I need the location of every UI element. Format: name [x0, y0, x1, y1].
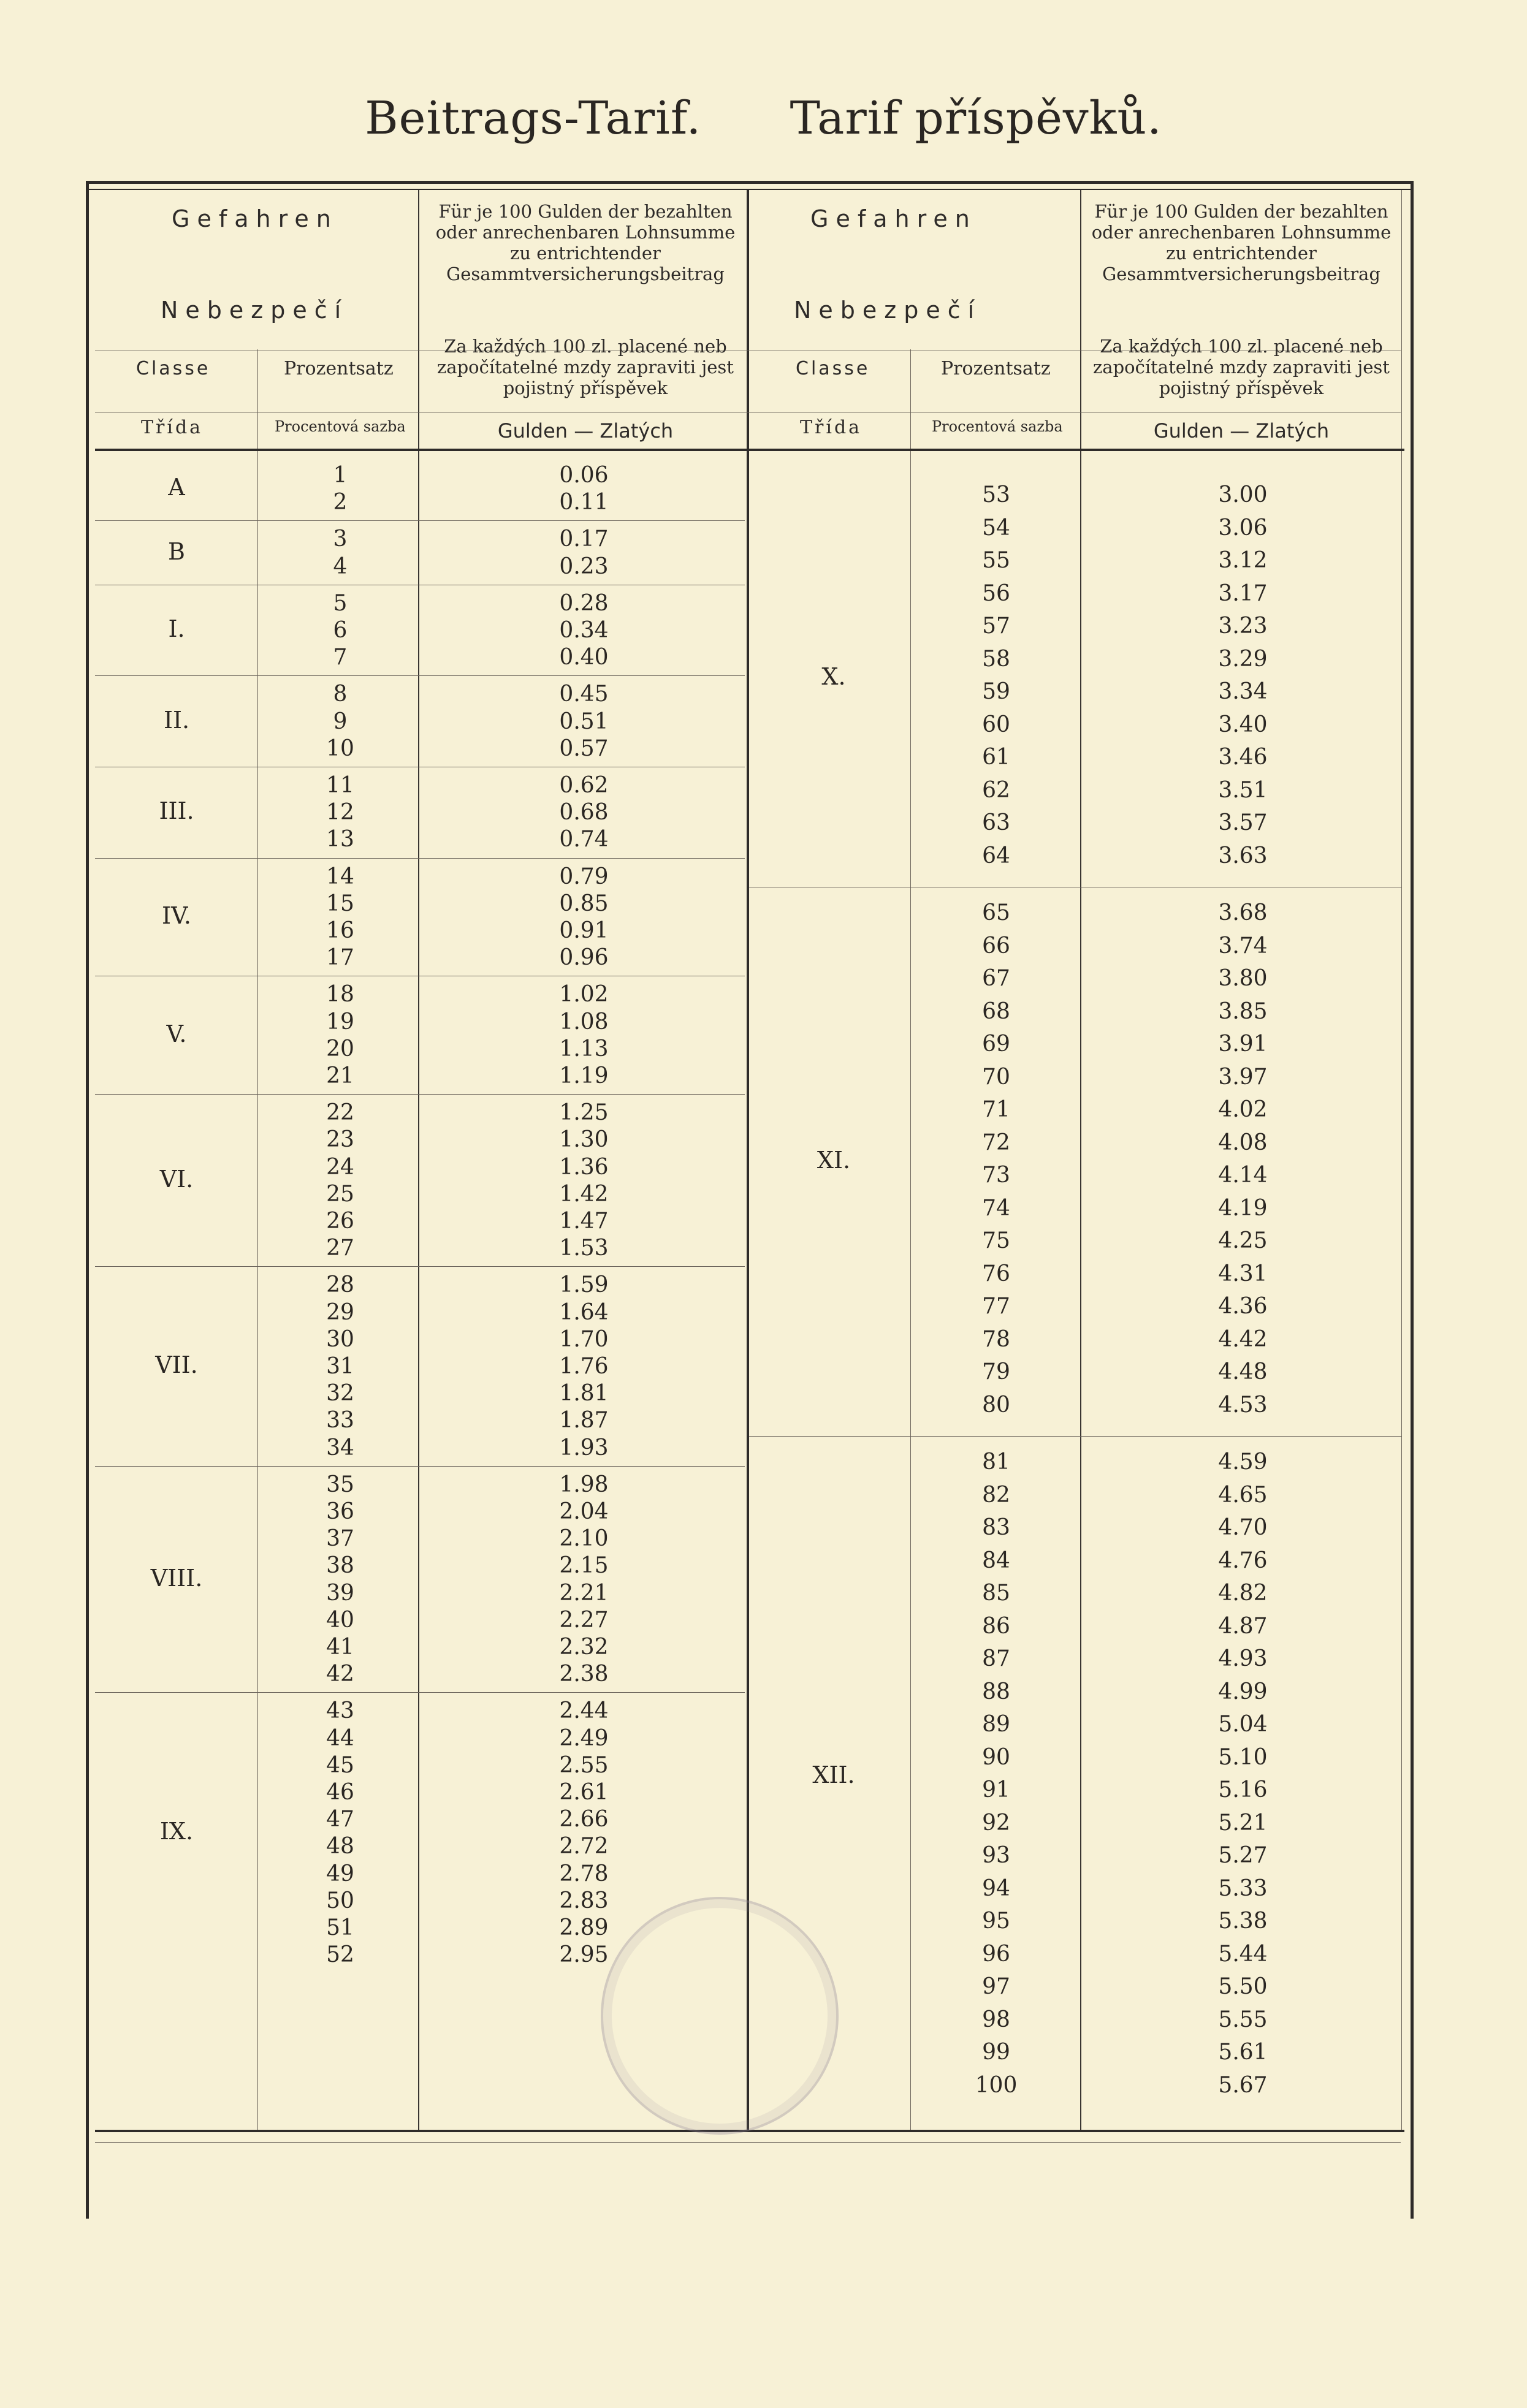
- percentage-cell: 88: [982, 1679, 1010, 1704]
- center-divider: [747, 190, 749, 2130]
- contribution-cell: 0.68: [559, 800, 609, 826]
- percentage-cell: 39: [326, 1580, 354, 1606]
- class-label: VII.: [155, 1351, 198, 1379]
- contribution-cell: 0.45: [559, 682, 609, 707]
- contribution-cell: 3.00: [1218, 482, 1268, 507]
- class-label: XI.: [817, 1147, 851, 1174]
- percentage-cell: 80: [982, 1392, 1010, 1418]
- percentage-cell: 77: [982, 1294, 1010, 1319]
- percentage-cell: 59: [982, 679, 1010, 704]
- contribution-cell: 0.85: [559, 891, 609, 916]
- class-label: IX.: [159, 1818, 194, 1845]
- percentage-cell: 42: [326, 1662, 354, 1687]
- percentage-cell: 33: [326, 1408, 354, 1434]
- percentage-cell: 7: [333, 645, 348, 670]
- percentage-cell: 69: [982, 1031, 1010, 1057]
- contribution-cell: 3.91: [1218, 1031, 1268, 1057]
- contribution-cell: 3.46: [1218, 745, 1268, 770]
- contribution-cell: 4.02: [1218, 1097, 1268, 1122]
- class-label: III.: [159, 797, 194, 825]
- class-label: X.: [821, 663, 846, 690]
- contribution-cell: 2.83: [559, 1888, 609, 1913]
- contribution-cell: 2.04: [559, 1499, 609, 1524]
- percentage-cell: 4: [333, 553, 348, 579]
- percentage-cell: 50: [326, 1888, 354, 1913]
- percentage-cell: 67: [982, 966, 1010, 991]
- percentage-cell: 23: [326, 1127, 354, 1153]
- percentage-cell: 51: [326, 1915, 354, 1940]
- contribution-cell: 1.08: [559, 1009, 609, 1035]
- percentage-cell: 22: [326, 1100, 354, 1126]
- contribution-cell: 3.63: [1218, 843, 1268, 868]
- class-label: A: [168, 474, 185, 501]
- percentage-cell: 89: [982, 1712, 1010, 1737]
- contribution-cell: 2.89: [559, 1915, 609, 1940]
- header-classe-right: Classe: [796, 358, 870, 379]
- percentage-cell: 76: [982, 1261, 1010, 1286]
- percentage-cell: 98: [982, 2007, 1010, 2032]
- class-separator: [95, 1466, 745, 1467]
- header-currency-right: Gulden — Zlatých: [1153, 419, 1330, 442]
- header-gefahren-right: Gefahren: [810, 205, 977, 232]
- percentage-cell: 41: [326, 1635, 354, 1660]
- contribution-cell: 1.81: [559, 1381, 609, 1407]
- contribution-cell: 3.17: [1218, 580, 1268, 606]
- percentage-cell: 97: [982, 1974, 1010, 1999]
- percentage-cell: 71: [982, 1097, 1010, 1122]
- percentage-cell: 55: [982, 548, 1010, 573]
- percentage-cell: 99: [982, 2040, 1010, 2065]
- contribution-cell: 4.99: [1218, 1679, 1268, 1704]
- contribution-cell: 4.59: [1218, 1449, 1268, 1475]
- header-classe-left: Classe: [136, 358, 211, 379]
- class-separator: [95, 1094, 745, 1095]
- percentage-cell: 87: [982, 1646, 1010, 1671]
- contribution-cell: 2.32: [559, 1635, 609, 1660]
- contribution-cell: 0.23: [559, 553, 609, 579]
- contribution-cell: 5.44: [1218, 1941, 1268, 1967]
- contribution-cell: 0.34: [559, 618, 609, 643]
- contribution-cell: 1.76: [559, 1354, 609, 1379]
- header-czech-note-left: Za každých 100 zl. placené neb započítatelné mzdy zapraviti jest pojistný příspěvek: [437, 336, 734, 398]
- contribution-cell: 5.27: [1218, 1843, 1268, 1868]
- contribution-cell: 3.85: [1218, 998, 1268, 1024]
- header-german-note-right: Für je 100 Gulden der bezahlten oder anrechenbaren Lohnsumme zu entrichtender Gesammtversicherungsbeitrag: [1091, 201, 1392, 284]
- contribution-cell: 4.65: [1218, 1482, 1268, 1508]
- header-nebezpeci-left: Nebezpečí: [161, 297, 349, 324]
- contribution-cell: 2.49: [559, 1725, 609, 1751]
- percentage-cell: 21: [326, 1063, 354, 1088]
- class-label: I.: [168, 615, 185, 643]
- percentage-cell: 79: [982, 1359, 1010, 1384]
- percentage-cell: 38: [326, 1553, 354, 1579]
- header-procentova-right: Procentová sazba: [932, 418, 1063, 435]
- contribution-cell: 2.15: [559, 1553, 609, 1579]
- document-title: [0, 92, 1527, 145]
- percentage-cell: 96: [982, 1941, 1010, 1967]
- contribution-cell: 3.80: [1218, 966, 1268, 991]
- class-separator: [749, 1436, 1401, 1437]
- contribution-cell: 4.82: [1218, 1581, 1268, 1606]
- contribution-cell: 3.34: [1218, 679, 1268, 704]
- percentage-cell: 6: [333, 618, 348, 643]
- header-procentova-left: Procentová sazba: [275, 418, 406, 435]
- percentage-cell: 17: [326, 945, 354, 971]
- contribution-cell: 4.48: [1218, 1359, 1268, 1384]
- class-separator: [95, 1692, 745, 1693]
- percentage-cell: 37: [326, 1526, 354, 1552]
- contribution-cell: 2.44: [559, 1698, 609, 1724]
- header-czech-note-right: Za každých 100 zl. placené neb započítatelné mzdy zapraviti jest pojistný příspěvek: [1093, 336, 1390, 398]
- percentage-cell: 28: [326, 1272, 354, 1298]
- contribution-cell: 2.38: [559, 1662, 609, 1687]
- class-label: B: [168, 537, 185, 565]
- contribution-cell: 0.62: [559, 773, 609, 798]
- contribution-cell: 1.53: [559, 1236, 609, 1261]
- contribution-cell: 3.57: [1218, 810, 1268, 835]
- class-label: XII.: [812, 1761, 855, 1788]
- contribution-cell: 1.64: [559, 1299, 609, 1325]
- percentage-cell: 83: [982, 1515, 1010, 1540]
- column-divider: [910, 349, 911, 2130]
- percentage-cell: 65: [982, 900, 1010, 925]
- percentage-cell: 1: [333, 463, 348, 488]
- contribution-cell: 4.53: [1218, 1392, 1268, 1418]
- contribution-cell: 2.66: [559, 1807, 609, 1833]
- header-prozentsatz-left: Prozentsatz: [284, 358, 394, 379]
- contribution-cell: 5.10: [1218, 1744, 1268, 1770]
- contribution-cell: 2.72: [559, 1834, 609, 1859]
- header-trida-left: Třída: [141, 417, 204, 438]
- contribution-cell: 0.79: [559, 864, 609, 889]
- percentage-cell: 49: [326, 1861, 354, 1886]
- contribution-cell: 0.91: [559, 918, 609, 943]
- contribution-cell: 5.55: [1218, 2007, 1268, 2032]
- class-label: II.: [163, 706, 190, 734]
- class-label: VI.: [159, 1165, 194, 1193]
- percentage-cell: 60: [982, 712, 1010, 737]
- column-divider: [418, 190, 419, 2130]
- contribution-cell: 1.59: [559, 1272, 609, 1298]
- contribution-cell: 4.08: [1218, 1130, 1268, 1155]
- percentage-cell: 45: [326, 1752, 354, 1778]
- percentage-cell: 44: [326, 1725, 354, 1751]
- percentage-cell: 34: [326, 1435, 354, 1460]
- class-label: VIII.: [150, 1564, 203, 1592]
- percentage-cell: 2: [333, 490, 348, 515]
- percentage-cell: 91: [982, 1777, 1010, 1802]
- percentage-cell: 19: [326, 1009, 354, 1035]
- class-separator: [95, 520, 745, 521]
- percentage-cell: 82: [982, 1482, 1010, 1508]
- contribution-cell: 1.70: [559, 1326, 609, 1352]
- header-currency-left: Gulden — Zlatých: [497, 419, 674, 442]
- percentage-cell: 25: [326, 1181, 354, 1207]
- contribution-cell: 3.51: [1218, 777, 1268, 803]
- percentage-cell: 11: [326, 773, 354, 798]
- contribution-cell: 1.30: [559, 1127, 609, 1153]
- column-divider: [1401, 190, 1402, 2130]
- contribution-cell: 3.97: [1218, 1064, 1268, 1090]
- contribution-cell: 4.93: [1218, 1646, 1268, 1671]
- percentage-cell: 15: [326, 891, 354, 916]
- percentage-cell: 64: [982, 843, 1010, 868]
- contribution-cell: 5.04: [1218, 1712, 1268, 1737]
- contribution-cell: 5.50: [1218, 1974, 1268, 1999]
- contribution-cell: 5.21: [1218, 1810, 1268, 1836]
- percentage-cell: 84: [982, 1548, 1010, 1573]
- contribution-cell: 2.10: [559, 1526, 609, 1552]
- percentage-cell: 63: [982, 810, 1010, 835]
- class-separator: [95, 1266, 745, 1267]
- contribution-cell: 1.02: [559, 982, 609, 1008]
- contribution-cell: 0.17: [559, 526, 609, 552]
- contribution-cell: 1.25: [559, 1100, 609, 1126]
- contribution-cell: 0.51: [559, 708, 609, 734]
- column-divider: [257, 349, 258, 2130]
- percentage-cell: 9: [333, 708, 348, 734]
- percentage-cell: 73: [982, 1163, 1010, 1188]
- contribution-cell: 0.11: [559, 490, 609, 515]
- percentage-cell: 75: [982, 1228, 1010, 1253]
- contribution-cell: 4.31: [1218, 1261, 1268, 1286]
- class-label: IV.: [162, 902, 191, 929]
- percentage-cell: 95: [982, 1909, 1010, 1934]
- percentage-cell: 5: [333, 590, 348, 616]
- percentage-cell: 94: [982, 1875, 1010, 1901]
- percentage-cell: 58: [982, 646, 1010, 672]
- contribution-cell: 1.36: [559, 1154, 609, 1180]
- contribution-cell: 0.96: [559, 945, 609, 971]
- contribution-cell: 0.57: [559, 735, 609, 761]
- percentage-cell: 90: [982, 1744, 1010, 1770]
- contribution-cell: 1.47: [559, 1209, 609, 1234]
- contribution-cell: 5.61: [1218, 2040, 1268, 2065]
- percentage-cell: 54: [982, 515, 1010, 541]
- contribution-cell: 2.61: [559, 1780, 609, 1805]
- contribution-cell: 1.42: [559, 1181, 609, 1207]
- percentage-cell: 31: [326, 1354, 354, 1379]
- contribution-cell: 0.06: [559, 463, 609, 488]
- percentage-cell: 10: [326, 735, 354, 761]
- percentage-cell: 61: [982, 745, 1010, 770]
- percentage-cell: 92: [982, 1810, 1010, 1836]
- column-divider: [1080, 190, 1081, 2130]
- percentage-cell: 36: [326, 1499, 354, 1524]
- percentage-cell: 35: [326, 1472, 354, 1497]
- contribution-cell: 3.23: [1218, 613, 1268, 639]
- title-czech: Tarif příspěvků.: [790, 92, 1162, 145]
- percentage-cell: 48: [326, 1834, 354, 1859]
- contribution-cell: 5.33: [1218, 1875, 1268, 1901]
- contribution-cell: 3.12: [1218, 548, 1268, 573]
- contribution-cell: 0.40: [559, 645, 609, 670]
- contribution-cell: 4.87: [1218, 1613, 1268, 1639]
- percentage-cell: 30: [326, 1326, 354, 1352]
- percentage-cell: 86: [982, 1613, 1010, 1639]
- contribution-cell: 3.68: [1218, 900, 1268, 925]
- contribution-cell: 0.74: [559, 827, 609, 853]
- contribution-cell: 2.95: [559, 1942, 609, 1968]
- percentage-cell: 62: [982, 777, 1010, 803]
- percentage-cell: 13: [326, 827, 354, 853]
- percentage-cell: 20: [326, 1036, 354, 1062]
- percentage-cell: 57: [982, 613, 1010, 639]
- percentage-cell: 12: [326, 800, 354, 826]
- percentage-cell: 18: [326, 982, 354, 1008]
- header-prozentsatz-right: Prozentsatz: [941, 358, 1051, 379]
- percentage-cell: 74: [982, 1195, 1010, 1221]
- percentage-cell: 26: [326, 1209, 354, 1234]
- percentage-cell: 56: [982, 580, 1010, 606]
- percentage-cell: 70: [982, 1064, 1010, 1090]
- contribution-cell: 2.27: [559, 1607, 609, 1633]
- percentage-cell: 14: [326, 864, 354, 889]
- percentage-cell: 81: [982, 1449, 1010, 1475]
- contribution-cell: 1.93: [559, 1435, 609, 1460]
- contribution-cell: 4.14: [1218, 1163, 1268, 1188]
- table-bottom-rule: [95, 2142, 1401, 2143]
- percentage-cell: 72: [982, 1130, 1010, 1155]
- contribution-cell: 4.19: [1218, 1195, 1268, 1221]
- percentage-cell: 3: [333, 526, 348, 552]
- contribution-cell: 4.76: [1218, 1548, 1268, 1573]
- contribution-cell: 1.87: [559, 1408, 609, 1434]
- header-nebezpeci-right: Nebezpečí: [794, 297, 982, 324]
- header-trida-right: Třída: [800, 417, 863, 438]
- contribution-cell: 5.38: [1218, 1909, 1268, 1934]
- class-label: V.: [166, 1020, 187, 1047]
- contribution-cell: 5.16: [1218, 1777, 1268, 1802]
- percentage-cell: 32: [326, 1381, 354, 1407]
- title-german: Beitrags-Tarif.: [365, 92, 702, 145]
- percentage-cell: 27: [326, 1236, 354, 1261]
- contribution-cell: 4.36: [1218, 1294, 1268, 1319]
- header-bottom-rule: [95, 449, 1404, 451]
- contribution-cell: 1.19: [559, 1063, 609, 1088]
- contribution-cell: 1.13: [559, 1036, 609, 1062]
- percentage-cell: 52: [326, 1942, 354, 1968]
- official-stamp: [601, 1897, 839, 2135]
- percentage-cell: 24: [326, 1154, 354, 1180]
- percentage-cell: 8: [333, 682, 348, 707]
- percentage-cell: 40: [326, 1607, 354, 1633]
- contribution-cell: 4.25: [1218, 1228, 1268, 1253]
- percentage-cell: 47: [326, 1807, 354, 1833]
- contribution-cell: 4.42: [1218, 1326, 1268, 1352]
- header-gefahren-left: Gefahren: [172, 205, 338, 232]
- contribution-cell: 2.55: [559, 1752, 609, 1778]
- percentage-cell: 68: [982, 998, 1010, 1024]
- percentage-cell: 53: [982, 482, 1010, 507]
- contribution-cell: 5.67: [1218, 2072, 1268, 2098]
- contribution-cell: 0.28: [559, 590, 609, 616]
- contribution-cell: 2.21: [559, 1580, 609, 1606]
- contribution-cell: 3.40: [1218, 712, 1268, 737]
- contribution-cell: 3.74: [1218, 933, 1268, 959]
- percentage-cell: 85: [982, 1581, 1010, 1606]
- percentage-cell: 66: [982, 933, 1010, 959]
- percentage-cell: 93: [982, 1843, 1010, 1868]
- percentage-cell: 78: [982, 1326, 1010, 1352]
- class-separator: [95, 858, 745, 859]
- percentage-cell: 100: [975, 2072, 1018, 2098]
- contribution-cell: 3.29: [1218, 646, 1268, 672]
- percentage-cell: 16: [326, 918, 354, 943]
- class-separator: [95, 675, 745, 676]
- percentage-cell: 43: [326, 1698, 354, 1724]
- percentage-cell: 46: [326, 1780, 354, 1805]
- header-german-note-left: Für je 100 Gulden der bezahlten oder anrechenbaren Lohnsumme zu entrichtender Gesammtversicherungsbeitrag: [435, 201, 736, 284]
- percentage-cell: 29: [326, 1299, 354, 1325]
- contribution-cell: 1.98: [559, 1472, 609, 1497]
- contribution-cell: 3.06: [1218, 515, 1268, 541]
- contribution-cell: 2.78: [559, 1861, 609, 1886]
- contribution-cell: 4.70: [1218, 1515, 1268, 1540]
